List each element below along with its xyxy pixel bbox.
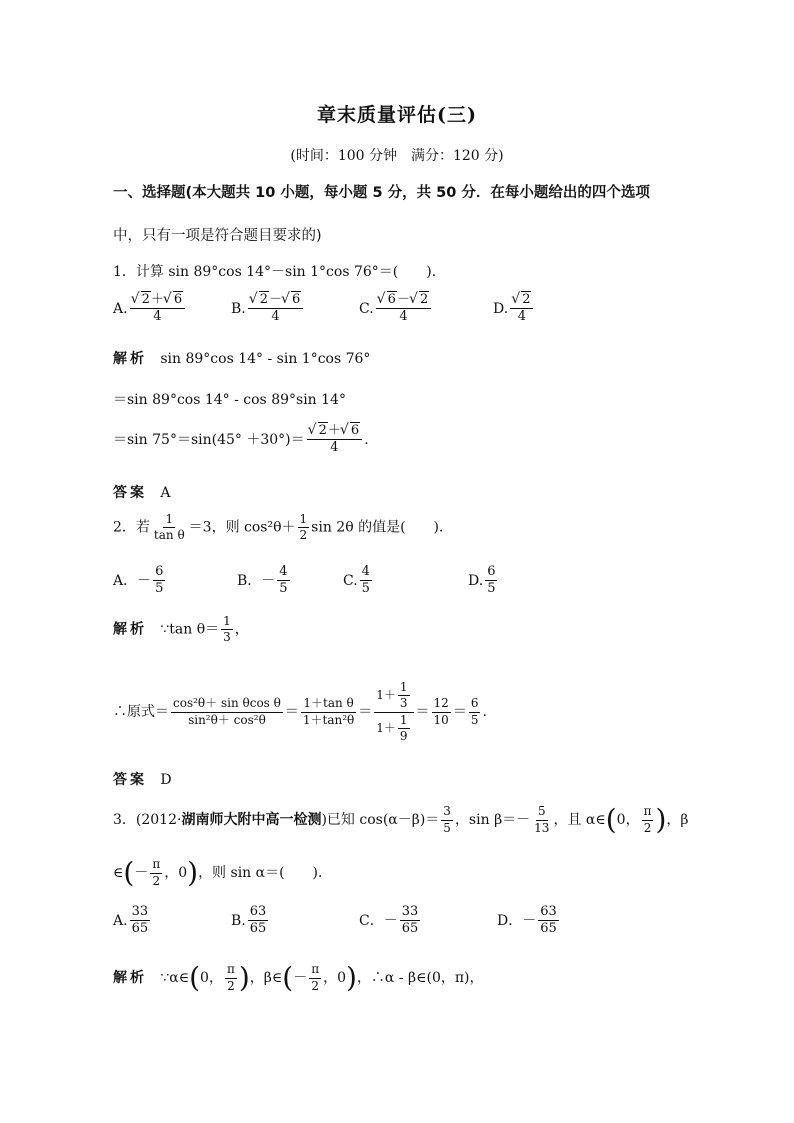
q2-options — [113, 565, 694, 605]
q1-stem: 1．计算 sin 89°cos 14°－sin 1°cos 76°＝( )． — [113, 264, 446, 280]
q2-option-b: B．－ $\frac{4}{5}$ — [237, 564, 288, 597]
q2-analysis-line2: ∴原式＝ $\frac{\text{cos²θ＋ sin θcos θ}}{\text{sin²θ＋ cos²θ}}$ ＝ $\frac{\text{1＋tan θ}}{\text{1＋tan²θ}}$ ＝ 1＋ $\frac{1}{3}$ 1＋ $\frac{1}{9}$ ＝ $\frac{12}{10}$ ＝ $\frac{6}{5}$ . — [113, 680, 487, 743]
q3-option-b: B. $\frac{63}{65}$ — [231, 904, 267, 937]
q1-option-d: D. √ $\frac{2}{4}$ — [493, 293, 535, 325]
q1-analysis-line1: 解析 sin 89°cos 14° - sin 1°cos 76° — [113, 351, 371, 367]
q3-option-a: A. $\frac{33}{65}$ — [113, 904, 149, 937]
section-intro-line1: 一、选择题(本大题共 10 小题，每小题 5 分，共 50 分．在每小题给出的四个选项 — [113, 185, 650, 201]
page-subtitle: (时间：100 分钟 满分：120 分) — [290, 148, 504, 164]
q2-stem: 2．若 $\frac{1}{\text{tan θ}}$ ＝3，则 cos²θ＋ $\frac{1}{2}$ sin 2θ 的值是( )． — [113, 512, 454, 543]
q1-answer: 答案 A — [113, 485, 171, 501]
section-intro-line2: 中，只有一项是符合题目要求的) — [113, 228, 322, 244]
q2-answer: 答案 D — [113, 772, 172, 788]
q1-option-c: C. √ $\frac{6-√ 2}{4}$ — [359, 293, 433, 325]
q3-options — [113, 905, 694, 947]
q2-option-d: D. $\frac{6}{5}$ — [468, 564, 496, 597]
q3-option-c: C．－ $\frac{33}{65}$ — [359, 904, 419, 937]
q3-analysis: 解析 ∵α∈ ( 0， $\frac{\pi}{2}$ ) ，β∈ ( － $\frac{\pi}{2}$ ，0 ) ，∴α - β∈(0，π)， — [113, 960, 484, 994]
q1-options — [113, 293, 694, 333]
q1-option-b: B. √ $\frac{2-√ 6}{4}$ — [231, 293, 305, 325]
q1-option-a: A. √ $\frac{2+√ 6}{4}$ — [113, 293, 187, 325]
q1-analysis-line3: ＝sin 75°＝sin(45° ＋30°)＝ √ $\frac{2+√ 6}{4}$ . — [113, 424, 694, 468]
q2-option-c: C. $\frac{4}{5}$ — [343, 564, 370, 597]
q2-analysis-line1: 解析 ∵tan θ＝ $\frac{1}{3}$ ， — [113, 614, 249, 645]
q3-stem-line1: 3．(2012· 湖南师大附中高一检测 )已知 cos(α－β)＝ $\frac{3}{5}$ ，sin β＝－ $\frac{5}{13}$ ，且 α∈ ( 0， $\frac{\pi}{2}$ ) ，β — [113, 802, 689, 836]
page-title: 章末质量评估(三) — [317, 104, 477, 126]
q3-stem-line2: ∈ ( － $\frac{\pi}{2}$ ，0 ) ，则 sin α＝( )． — [113, 855, 333, 889]
q2-option-a: A．－ $\frac{6}{5}$ — [113, 564, 164, 597]
q3-option-d: D．－ $\frac{63}{65}$ — [497, 904, 557, 937]
q1-analysis-line2: ＝sin 89°cos 14° - cos 89°sin 14° — [113, 392, 346, 408]
